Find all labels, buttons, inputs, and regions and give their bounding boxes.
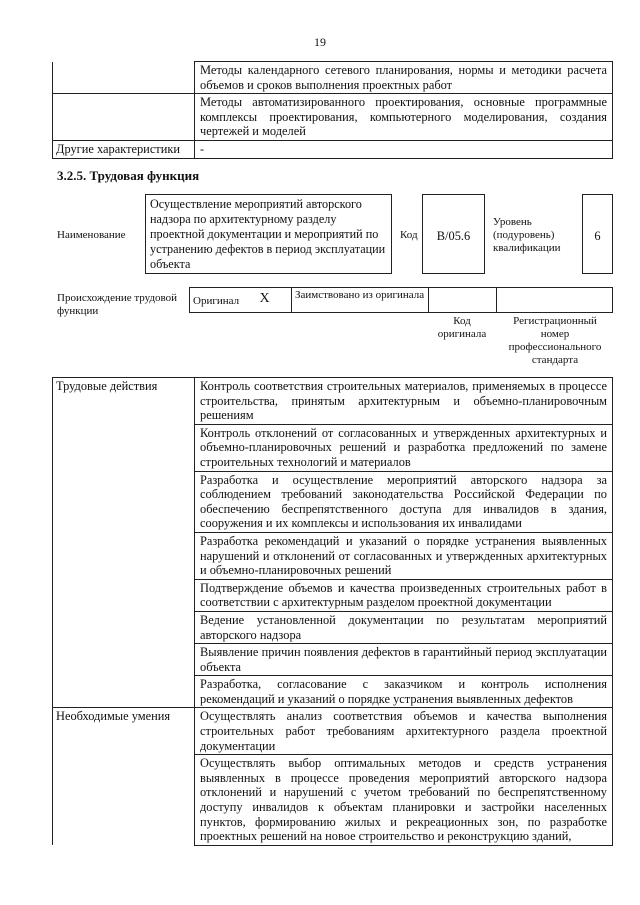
list-item: Разработка рекомендаций и указаний о порядке устранения выявленных нарушений и отклонений от согласованных и утвержденных архитектурных и объемно-планировочных решений <box>195 532 613 579</box>
list-item: Контроль соответствия строительных материалов, применяемых в процессе строительства, принятым архитектурным и объемно-планировочным решениям <box>195 378 613 425</box>
row-label <box>53 62 195 94</box>
code-original-caption: Код оригинала <box>437 315 487 340</box>
table-row <box>53 140 613 158</box>
list-item: Осуществлять анализ соответствия объемов и качества выполнения строительных работ требованиям архитектурного раздела проектной документации <box>195 708 613 755</box>
table-row <box>53 62 613 94</box>
reg-number-caption: Регистрационный номер профессионального стандарта <box>508 315 602 366</box>
code-value: В/05.6 <box>436 229 471 243</box>
section-label: Необходимые умения <box>53 708 195 845</box>
row-item: - <box>195 140 613 158</box>
list-item: Ведение установленной документации по результатам мероприятий авторского надзора <box>195 611 613 643</box>
list-item: Осуществлять выбор оптимальных методов и средств устранения выявленных в процессе проведения мероприятий авторского надзора отклонений и нарушений с учетом требований по беспрепятственному доступу инвалидов к объектам планировки и застройки населенных пунктов, формированию жилых и рекреационных зон, по разработке проектных решений на новое строительство и реконструкцию зданий, <box>195 755 613 846</box>
table-row <box>53 378 613 425</box>
origin-label: Происхождение трудовой функции <box>57 292 178 317</box>
name-label: Наименование <box>57 229 126 241</box>
row-label: Другие характеристики <box>53 140 195 158</box>
level-value: 6 <box>594 229 601 243</box>
list-item: Разработка, согласование с заказчиком и контроль исполнения рекомендаций и указаний о порядке устранения выявленных дефектов <box>195 676 613 708</box>
row-label-empty <box>53 94 195 141</box>
origin-table <box>189 287 613 313</box>
reg-number-cell <box>497 288 613 313</box>
main-table <box>52 377 613 846</box>
list-item: Подтверждение объемов и качества произведенных строительных работ в соответствии с архитектурным разделом проектной документации <box>195 579 613 611</box>
borrowed-label: Заимствовано из оригинала <box>292 288 429 313</box>
section-heading: 3.2.5. Трудовая функция <box>57 168 200 183</box>
row-item: Методы автоматизированного проектирования, основные программные комплексы проектирования, компьютерного моделирования, создания чертежей и моделей <box>195 94 613 141</box>
list-item: Выявление причин появления дефектов в гарантийный период эксплуатации объекта <box>195 644 613 676</box>
name-value-box <box>145 194 392 274</box>
table-row <box>53 708 613 755</box>
original-mark: X <box>248 288 292 313</box>
list-item: Контроль отклонений от согласованных и утвержденных архитектурных и объемно-планировочных решений и разработка предложений по замене строительных технологий и материалов <box>195 424 613 471</box>
section-label: Трудовые действия <box>53 378 195 708</box>
code-original-cell <box>429 288 497 313</box>
table-row <box>53 94 613 141</box>
top-table <box>52 61 613 159</box>
name-value: Осуществление мероприятий авторского надзора по архитектурному разделу проектной документации и мероприятий по устранению дефектов в период эксплуатации объекта <box>150 197 386 271</box>
row-item: Методы календарного сетевого планирования, нормы и методики расчета объемов и сроков выполнения проектных работ <box>195 62 613 94</box>
code-label: Код <box>400 229 418 241</box>
code-value-box <box>422 194 485 274</box>
list-item: Разработка и осуществление мероприятий авторского надзора за соблюдением требований законодательства Российской Федерации по обеспечению беспрепятственного доступа для инвалидов в здания, сооружения и их комплексы и использования их инвалидами <box>195 471 613 532</box>
level-value-box <box>582 194 613 274</box>
level-label: Уровень (подуровень) квалификации <box>493 216 561 254</box>
original-label: Оригинал <box>190 288 248 313</box>
page-number: 19 <box>314 35 326 49</box>
